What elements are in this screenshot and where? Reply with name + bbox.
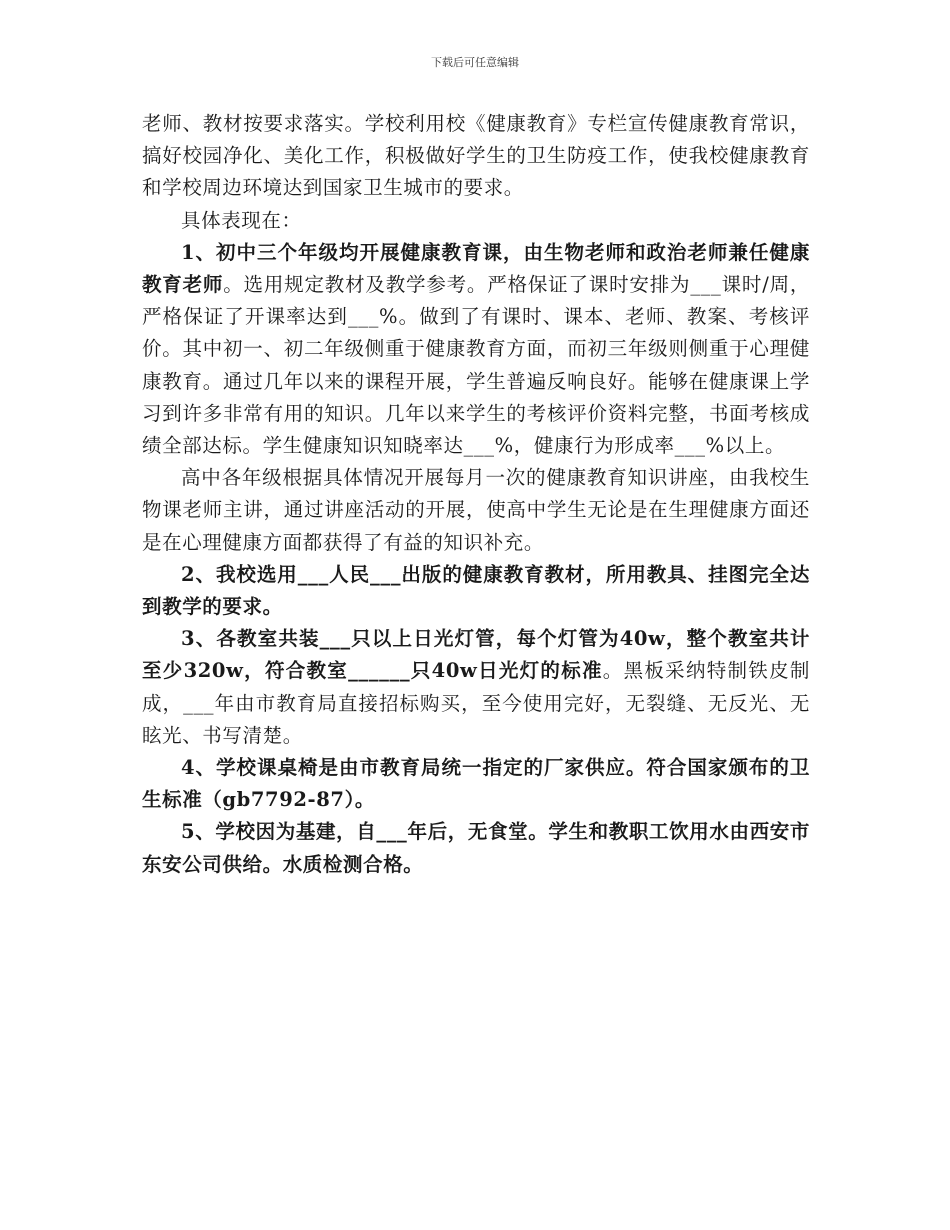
paragraph-details-heading: 具体表现在：	[181, 208, 302, 232]
paragraph-item-2: 2、我校选用___人民___出版的健康教育教材，所用教具、挂图完全达到教学的要求。	[142, 562, 810, 619]
page-header: 下载后可任意编辑	[431, 56, 519, 69]
paragraph-high-school: 高中各年级根据具体情况开展每月一次的健康教育知识讲座，由我校生物课老师主讲，通过讲座活动的开展，使高中学生无论是在生理健康方面还是在心理健康方面都获得了有益的知识补充。	[142, 466, 810, 554]
item-1-bold: 1、初中三个年级均开展健康教育课，由生物老师和政治老师兼任健康教育老师	[142, 240, 810, 297]
document-body	[142, 108, 810, 881]
item-1-rest: 。选用规定教材及教学参考。严格保证了课时安排为___课时/周，严格保证了开课率达到___%。做到了有课时、课本、老师、教案、考核评价。其中初一、初二年级侧重于健康教育方面，而初三年级则侧重于心理健康教育。通过几年以来的课程开展，学生普遍反响良好。能够在健康课上学习到许多非常有用的知识。几年以来学生的考核评价资料完整，书面考核成绩全部达标。学生健康知识知晓率达___%，健康行为形成率___%以上。	[142, 273, 810, 458]
item-3-rest: 。黑板采纳特制铁皮制成，___年由市教育局直接招标购买，至今使用完好，无裂缝、无反光、无眩光、书写清楚。	[142, 659, 810, 747]
paragraph-item-4: 4、学校课桌椅是由市教育局统一指定的厂家供应。符合国家颁布的卫生标准（gb7792-87）。	[142, 756, 810, 812]
paragraph-item-1	[142, 237, 810, 462]
paragraph-item-5: 5、学校因为基建，自___年后，无食堂。学生和教职工饮用水由西安市东安公司供给。水质检测合格。	[142, 820, 810, 876]
paragraph-intro: 老师、教材按要求落实。学校利用校《健康教育》专栏宣传健康教育常识，搞好校园净化、美化工作，积极做好学生的卫生防疫工作，使我校健康教育和学校周边环境达到国家卫生城市的要求。	[142, 112, 810, 200]
item-3-bold: 3、各教室共装___只以上日光灯管，每个灯管为40w，整个教室共计至少320w，符合教室______只40w日光灯的标准	[142, 627, 810, 683]
paragraph-item-3	[142, 623, 810, 752]
